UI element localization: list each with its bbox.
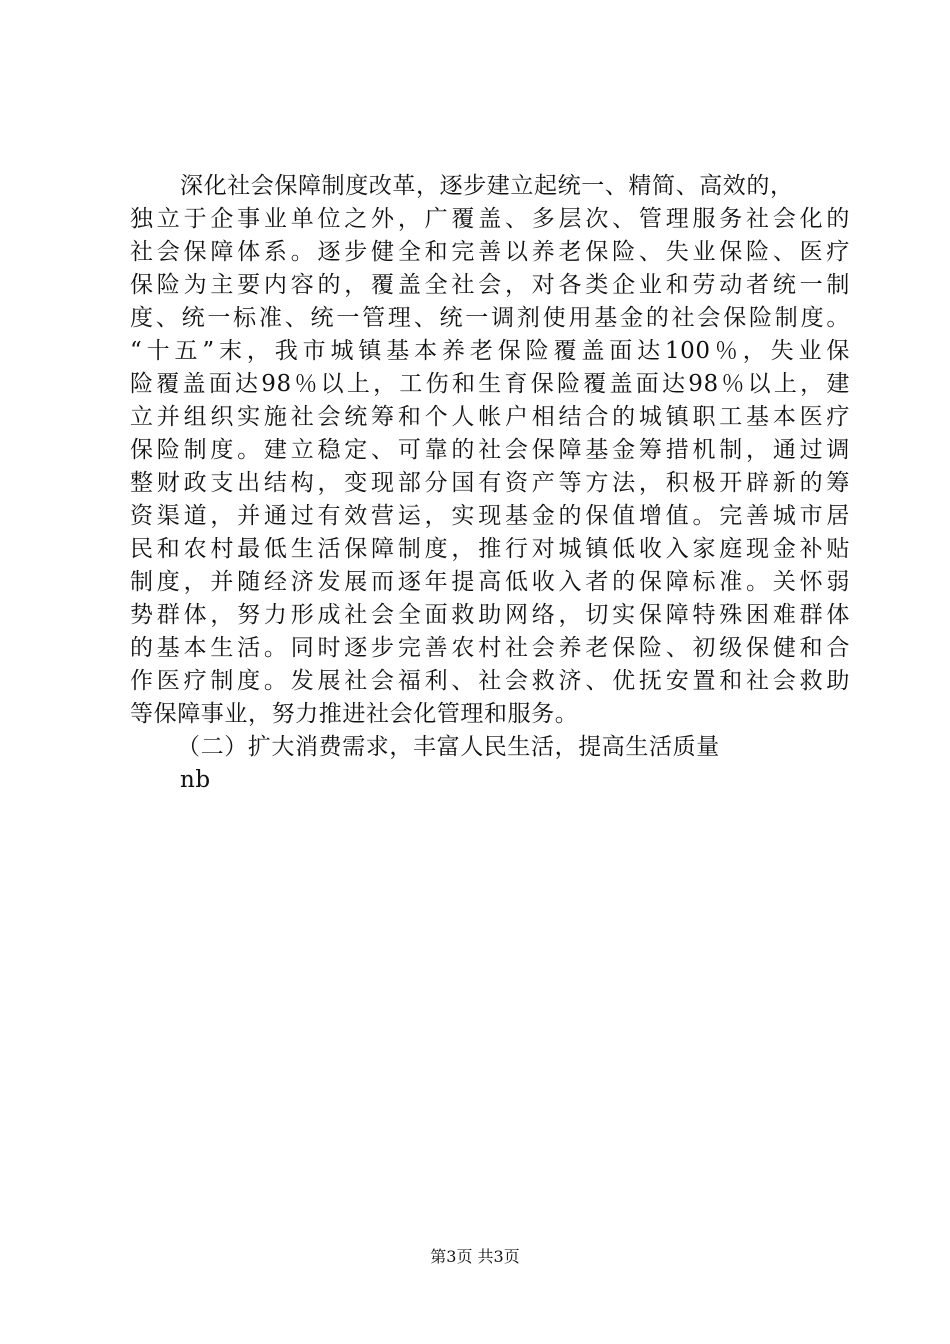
paragraph-line: 度、统一标准、统一管理、统一调剂使用基金的社会保险制度。 bbox=[130, 305, 850, 331]
paragraph-line: 独立于企事业单位之外，广覆盖、多层次、管理服务社会化的 bbox=[130, 206, 850, 232]
paragraph-line: 深化社会保障制度改革，逐步建立起统一、精简、高效的， bbox=[180, 173, 794, 199]
paragraph-line: 势群体，努力形成社会全面救助网络，切实保障特殊困难群体 bbox=[130, 602, 850, 628]
paragraph-line: 作医疗制度。发展社会福利、社会救济、优抚安置和社会救助 bbox=[130, 668, 850, 694]
paragraph-line: 立并组织实施社会统筹和个人帐户相结合的城镇职工基本医疗 bbox=[130, 404, 850, 430]
paragraph-line: 保险为主要内容的，覆盖全社会，对各类企业和劳动者统一制 bbox=[130, 272, 850, 298]
document-body bbox=[130, 170, 850, 797]
paragraph-line: 等保障事业，努力推进社会化管理和服务。 bbox=[130, 701, 579, 727]
paragraph-line: 民和农村最低生活保障制度，推行对城镇低收入家庭现金补贴 bbox=[130, 536, 850, 562]
section-heading: （二）扩大消费需求，丰富人民生活，提高生活质量 bbox=[177, 734, 720, 760]
page-number-footer: 第3页 共3页 bbox=[430, 1247, 520, 1266]
paragraph-line: 制度，并随经济发展而逐年提高低收入者的保障标准。关怀弱 bbox=[130, 569, 850, 595]
paragraph-line: 资渠道，并通过有效营运，实现基金的保值增值。完善城市居 bbox=[130, 503, 850, 529]
paragraph-line: 整财政支出结构，变现部分国有资产等方法，积极开辟新的筹 bbox=[130, 470, 850, 496]
paragraph-line: 保险制度。建立稳定、可靠的社会保障基金筹措机制，通过调 bbox=[130, 437, 850, 463]
paragraph-line: 险覆盖面达98％以上，工伤和生育保险覆盖面达98％以上，建 bbox=[130, 371, 850, 397]
paragraph-line: “十五”末，我市城镇基本养老保险覆盖面达100％，失业保 bbox=[130, 338, 850, 364]
paragraph-line: 的基本生活。同时逐步完善农村社会养老保险、初级保健和合 bbox=[130, 635, 850, 661]
paragraph-line: 社会保障体系。逐步健全和完善以养老保险、失业保险、医疗 bbox=[130, 239, 850, 265]
trailing-text: nb bbox=[180, 767, 211, 793]
